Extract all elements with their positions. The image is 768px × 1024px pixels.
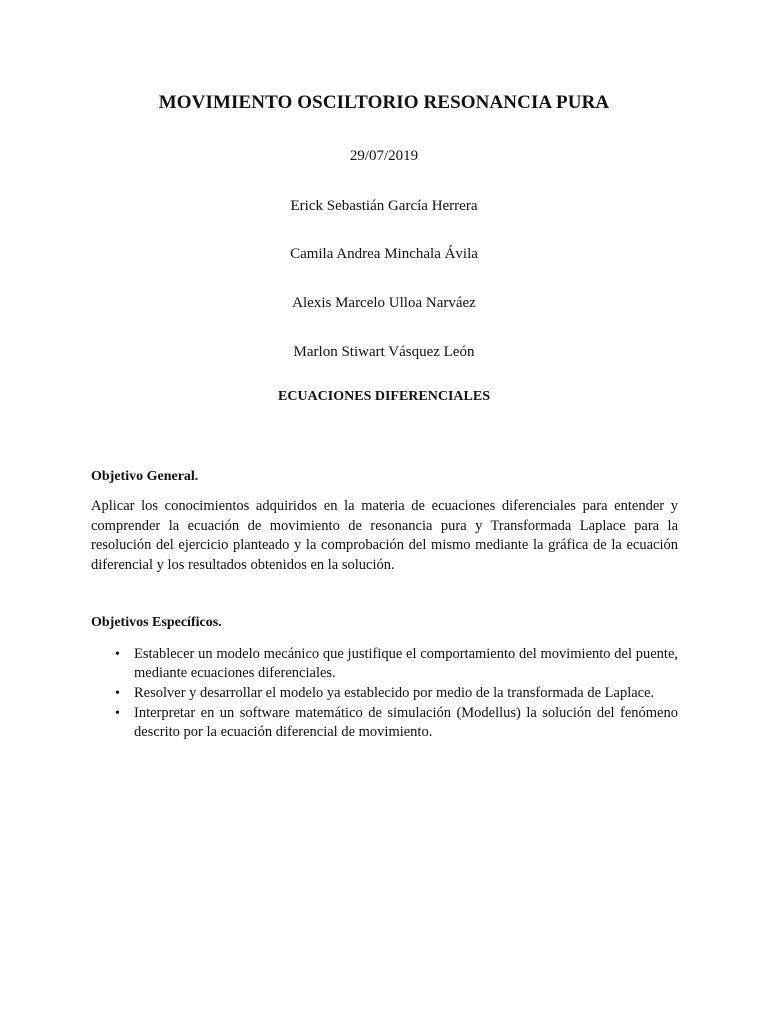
bullet-icon: • (115, 686, 120, 701)
document-date: 29/07/2019 (349, 148, 419, 164)
general-objective-heading: Objetivo General. (91, 469, 199, 484)
specific-objectives-heading: Objetivos Específicos. (91, 615, 222, 630)
author-name: Erick Sebastián García Herrera (290, 198, 478, 214)
subject-title: ECUACIONES DIFERENCIALES (278, 389, 490, 404)
author-name: Alexis Marcelo Ulloa Narváez (292, 295, 476, 311)
list-item-text: Establecer un modelo mecánico que justifique el comportamiento del movimiento del puente, mediante ecuaciones diferenciales. (134, 646, 678, 681)
author-name: Marlon Stiwart Vásquez León (293, 344, 475, 360)
list-item (91, 645, 678, 683)
general-objective-text: Aplicar los conocimientos adquiridos en la materia de ecuaciones diferenciales para entender y comprender la ecuación de movimiento de resonancia pura y Transformada Laplace para la resolución del ejercicio planteado y la comprobación del mismo mediante la gráfica de la ecuación diferencial y los resultados obtenidos en la solución. (91, 498, 678, 573)
list-item-text: Interpretar en un software matemático de simulación (Modellus) la solución del fenómeno descrito por la ecuación diferencial de movimiento. (134, 705, 678, 740)
author-name: Camila Andrea Minchala Ávila (290, 246, 478, 262)
bullet-icon: • (115, 706, 120, 721)
bullet-icon: • (115, 647, 120, 662)
list-item (91, 684, 678, 703)
specific-objectives-list (91, 645, 678, 743)
list-item (91, 704, 678, 742)
document-title: MOVIMIENTO OSCILTORIO RESONANCIA PURA (158, 92, 610, 113)
list-item-text: Resolver y desarrollar el modelo ya establecido por medio de la transformada de Laplace. (134, 685, 655, 701)
